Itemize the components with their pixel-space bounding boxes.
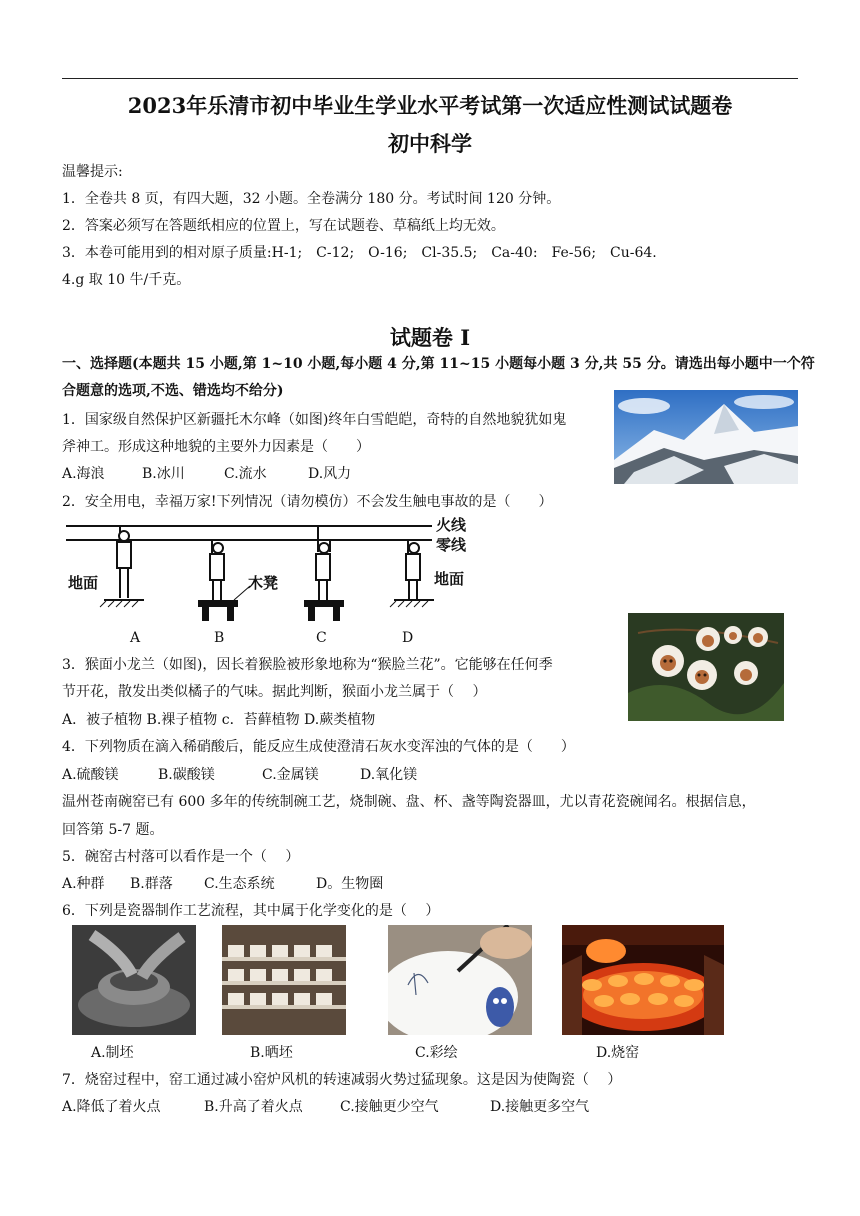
section-instructions-cont: 合题意的选项,不选、错选均不给分): [62, 383, 284, 399]
tip-4: 4.g 取 10 牛/千克。: [62, 272, 191, 288]
tip-1: 1．全卷共 8 页，有四大题，32 小题。全卷满分 180 分。考试时间 120 分钟。: [62, 191, 561, 207]
q2-stem: 2．安全用电，幸福万家!下列情况（请勿模仿）不会发生触电事故的是（ ）: [62, 494, 553, 510]
q7-option-a: A.降低了着火点: [62, 1099, 161, 1115]
q4-option-b: B.碳酸镁: [158, 767, 215, 783]
q7-stem: 7．烧窑过程中，窑工通过减小窑炉风机的转速减弱火势过猛现象。这是因为使陶瓷（ ）: [62, 1072, 622, 1088]
q2-label-b: B: [214, 630, 225, 646]
q1-option-c: C.流水: [224, 466, 267, 482]
q4-option-c: C.金属镁: [262, 767, 319, 783]
top-rule: [62, 78, 798, 79]
neutral-wire-label: 零线: [436, 536, 467, 554]
mountain-photo: [614, 390, 798, 484]
q6-option-d: D.烧窑: [596, 1045, 640, 1061]
q5-stem: 5．碗窑古村落可以看作是一个（ ）: [62, 849, 300, 865]
q1-stem: 1．国家级自然保护区新疆托木尔峰（如图)终年白雪皑皑，奇特的自然地貌犹如鬼: [62, 412, 567, 428]
circuit-diagram: [62, 512, 502, 650]
context-passage: 温州苍南碗窑已有 600 多年的传统制碗工艺，烧制碗、盘、杯、盏等陶瓷器皿，尤以青花瓷碗闻名。根据信息，: [62, 794, 756, 810]
photo-drying-blank: [222, 925, 346, 1035]
q7-option-d: D.接触更多空气: [490, 1099, 590, 1115]
q1-options: [62, 464, 351, 484]
tip-2: 2．答案必须写在答题纸相应的位置上，写在试题卷、草稿纸上均无效。: [62, 218, 505, 234]
photo-painting: [388, 925, 532, 1035]
q1-option-a: A.海浪: [62, 466, 105, 482]
q2-label-c: C: [316, 630, 327, 646]
q3-stem: 3．猴面小龙兰（如图)，因长着猴脸被形象地称为“猴脸兰花”。它能够在任何季: [62, 657, 553, 673]
exam-subtitle: 初中科学: [388, 131, 472, 156]
q7-option-c: C.接触更少空气: [340, 1099, 439, 1115]
q6-option-b: B.晒坯: [250, 1045, 293, 1061]
q2-label-a: A: [130, 630, 141, 646]
q4-option-a: A.硫酸镁: [62, 767, 119, 783]
section-instructions: 一、选择题(本题共 15 小题,第 1~10 小题,每小题 4 分,第 11~15 小题每小题 3 分,共 55 分。请选出每小题中一个符: [62, 356, 815, 372]
q3-options: A．被子植物 B.裸子植物 c．苔藓植物 D.蕨类植物: [62, 712, 376, 728]
ground-label-right: 地面: [434, 570, 465, 588]
q3-stem-cont: 节开花，散发出类似橘子的气味。据此判断，猴面小龙兰属于（ ）: [62, 684, 487, 700]
q5-option-a: A.种群: [62, 876, 105, 892]
q5-options: [62, 874, 383, 894]
q4-options: [62, 765, 417, 785]
q5-option-d: D。生物圈: [316, 876, 384, 892]
context-passage-cont: 回答第 5-7 题。: [62, 822, 164, 838]
exam-title: 2023年乐清市初中毕业生学业水平考试第一次适应性测试试题卷: [127, 93, 733, 118]
q4-option-d: D.氧化镁: [360, 767, 418, 783]
q4-stem: 4．下列物质在滴入稀硝酸后，能反应生成使澄清石灰水变浑浊的气体的是（ ）: [62, 739, 575, 755]
section-title: 试题卷 I: [389, 325, 471, 350]
q5-option-c: C.生态系统: [204, 876, 275, 892]
q2-label-d: D: [402, 630, 414, 646]
ground-label-left: 地面: [68, 574, 99, 592]
tip-3: 3．本卷可能用到的相对原子质量:H-1; C-12; O-16; Cl-35.5; Ca-40: Fe-56; Cu-64.: [62, 245, 657, 261]
monkey-orchid-photo: [628, 613, 784, 721]
live-wire-label: 火线: [436, 516, 467, 534]
q1-option-b: B.冰川: [142, 466, 185, 482]
q7-options: [62, 1097, 589, 1117]
tips-heading: 温馨提示:: [62, 164, 123, 180]
q5-option-b: B.群落: [130, 876, 173, 892]
q1-stem-cont: 斧神工。形成这种地貌的主要外力因素是（ ）: [62, 439, 370, 455]
q6-option-c: C.彩绘: [415, 1045, 458, 1061]
photo-firing-kiln: [562, 925, 724, 1035]
q6-stem: 6．下列是瓷器制作工艺流程，其中属于化学变化的是（ ）: [62, 903, 440, 919]
q7-option-b: B.升高了着火点: [204, 1099, 303, 1115]
stool-label: 木凳: [248, 574, 279, 592]
q6-option-a: A.制坯: [91, 1045, 134, 1061]
q1-option-d: D.风力: [308, 466, 352, 482]
photo-making-blank: [72, 925, 196, 1035]
